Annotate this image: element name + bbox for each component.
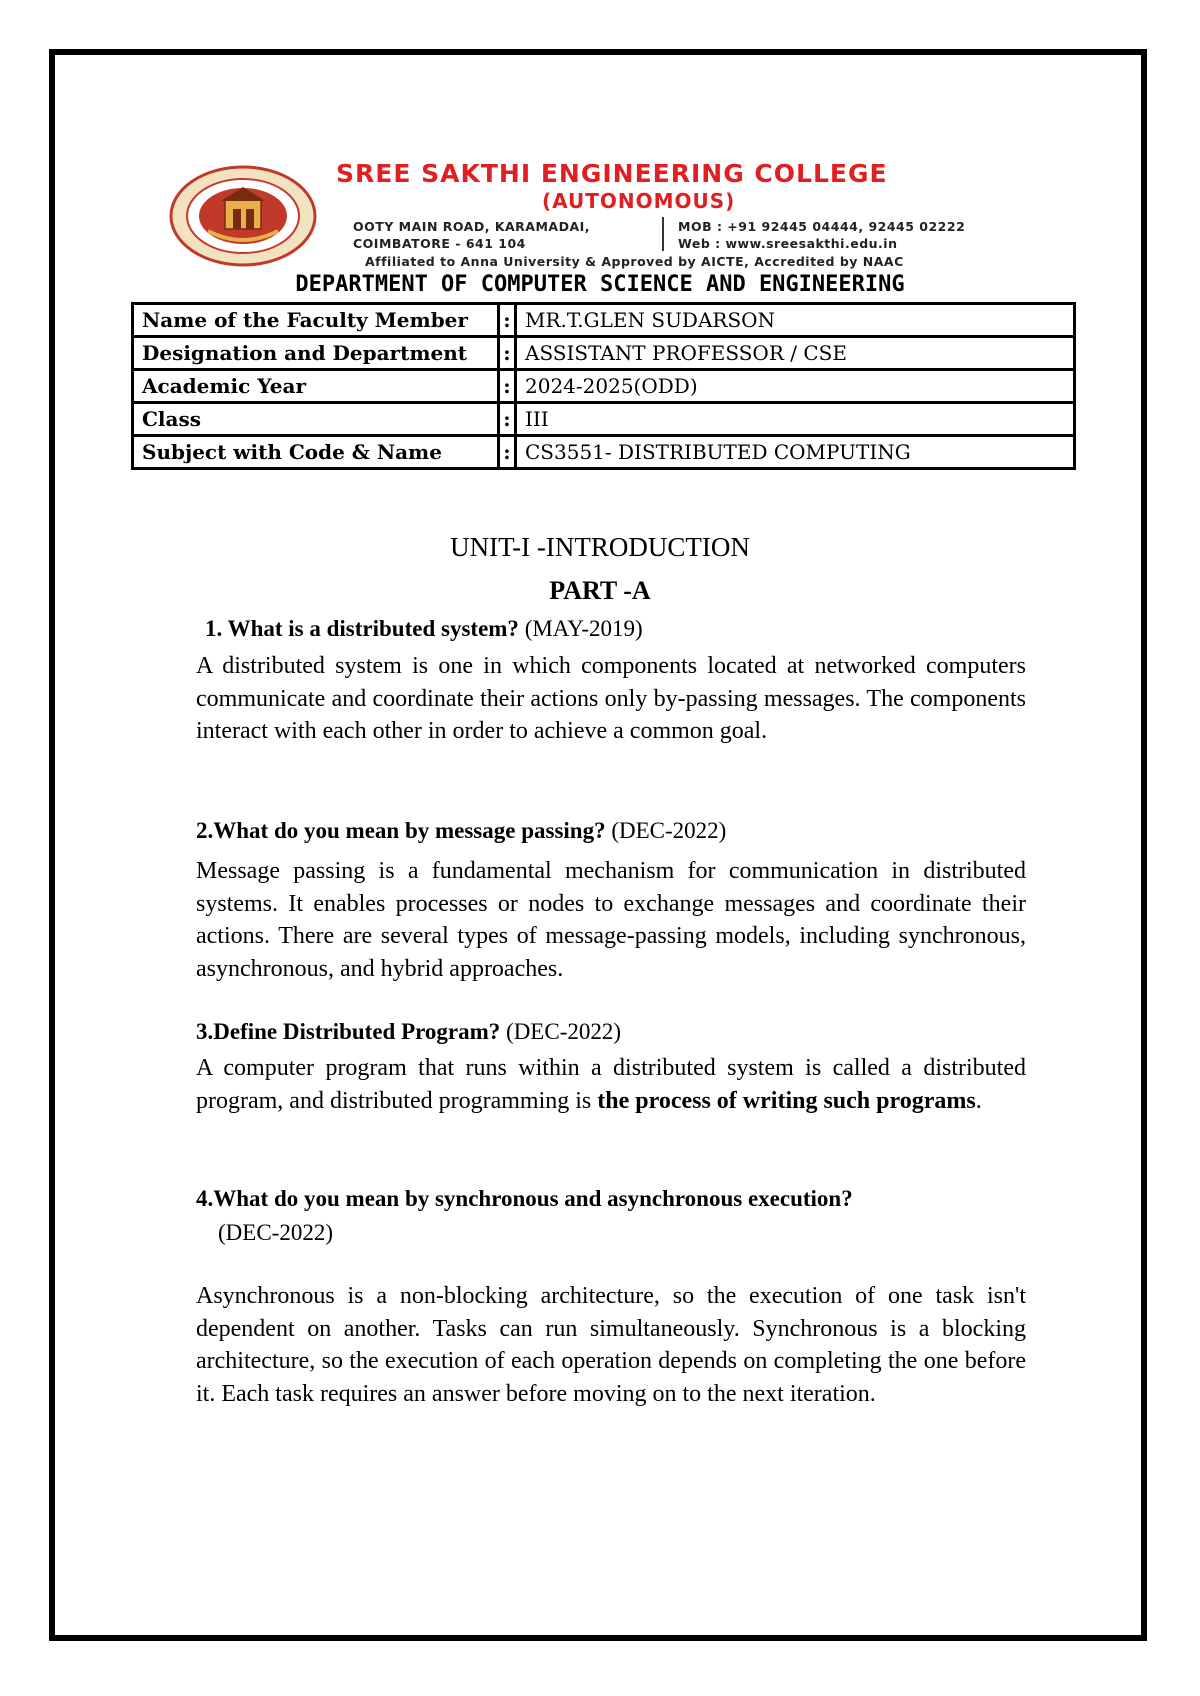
row-separator: : xyxy=(499,304,516,337)
table-row xyxy=(133,370,1075,403)
question-text: 4.What do you mean by synchronous and asynchronous execution? xyxy=(196,1186,853,1211)
row-label: Subject with Code & Name xyxy=(133,436,499,469)
question-tag: (DEC-2022) xyxy=(611,818,727,843)
question-3 xyxy=(196,1019,621,1045)
answer-1: A distributed system is one in which components located at networked computers communicate and coordinate their actions only by-passing messages. The components interact with each other in order to achieve a common goal. xyxy=(196,653,1026,744)
college-name: SREE SAKTHI ENGINEERING COLLEGE xyxy=(336,159,888,188)
college-seal-logo xyxy=(168,165,318,267)
row-label: Class xyxy=(133,403,499,436)
question-text: 3.Define Distributed Program? xyxy=(196,1019,501,1044)
row-separator: : xyxy=(499,436,516,469)
header-divider xyxy=(662,217,664,251)
row-value: 2024-2025(ODD) xyxy=(516,370,1075,403)
question-2 xyxy=(196,818,726,844)
question-4 xyxy=(196,1182,956,1250)
row-value: MR.T.GLEN SUDARSON xyxy=(516,304,1075,337)
answer-emphasis: the process of writing such programs xyxy=(597,1087,976,1114)
mobile-numbers: MOB : +91 92445 04444, 92445 02222 xyxy=(678,219,966,234)
table-row xyxy=(133,436,1075,469)
question-text: 1. What is a distributed system? xyxy=(205,616,519,641)
row-separator: : xyxy=(499,370,516,403)
unit-title: UNIT-I -INTRODUCTION xyxy=(450,532,750,562)
row-value: ASSISTANT PROFESSOR / CSE xyxy=(516,337,1075,370)
faculty-info-table xyxy=(131,302,1076,470)
college-header xyxy=(150,153,1045,271)
website: Web : www.sreesakthi.edu.in xyxy=(678,236,898,251)
question-tag: (MAY-2019) xyxy=(524,616,643,641)
question-tag: (DEC-2022) xyxy=(506,1019,622,1044)
address-line-1: OOTY MAIN ROAD, KARAMADAI, xyxy=(353,219,591,234)
answer-text: A computer program that runs within a distributed system is called a distributed program, and distributed programming is xyxy=(196,1055,1026,1114)
table-row xyxy=(133,304,1075,337)
question-tag: (DEC-2022) xyxy=(218,1220,333,1245)
row-label: Name of the Faculty Member xyxy=(133,304,499,337)
row-label: Designation and Department xyxy=(133,337,499,370)
department-title: DEPARTMENT OF COMPUTER SCIENCE AND ENGINEERING xyxy=(295,272,905,297)
college-status: (AUTONOMOUS) xyxy=(542,189,736,213)
table-row xyxy=(133,337,1075,370)
address-line-2: COIMBATORE - 641 104 xyxy=(353,236,526,251)
answer-3 xyxy=(196,1052,1026,1117)
row-separator: : xyxy=(499,337,516,370)
row-label: Academic Year xyxy=(133,370,499,403)
answer-2: Message passing is a fundamental mechanism for communication in distributed systems. It enables processes or nodes to exchange messages and coordinate their actions. There are several types of message-passing models, including synchronous, asynchronous, and hybrid approaches. xyxy=(196,858,1026,982)
table-row xyxy=(133,403,1075,436)
row-value: CS3551- DISTRIBUTED COMPUTING xyxy=(516,436,1075,469)
question-text: 2.What do you mean by message passing? xyxy=(196,818,606,843)
answer-4: Asynchronous is a non-blocking architecture, so the execution of one task isn't dependent on another. Tasks can run simultaneously. Synchronous is a blocking architecture, so the execution of each operation depends on completing the one before it. Each task requires an answer before moving on to the next iteration. xyxy=(196,1283,1026,1407)
question-1 xyxy=(205,616,643,642)
affiliation-line: Affiliated to Anna University & Approved by AICTE, Accredited by NAAC xyxy=(365,254,904,269)
part-title: PART -A xyxy=(549,576,651,605)
row-separator: : xyxy=(499,403,516,436)
row-value: III xyxy=(516,403,1075,436)
answer-end: . xyxy=(975,1087,982,1114)
